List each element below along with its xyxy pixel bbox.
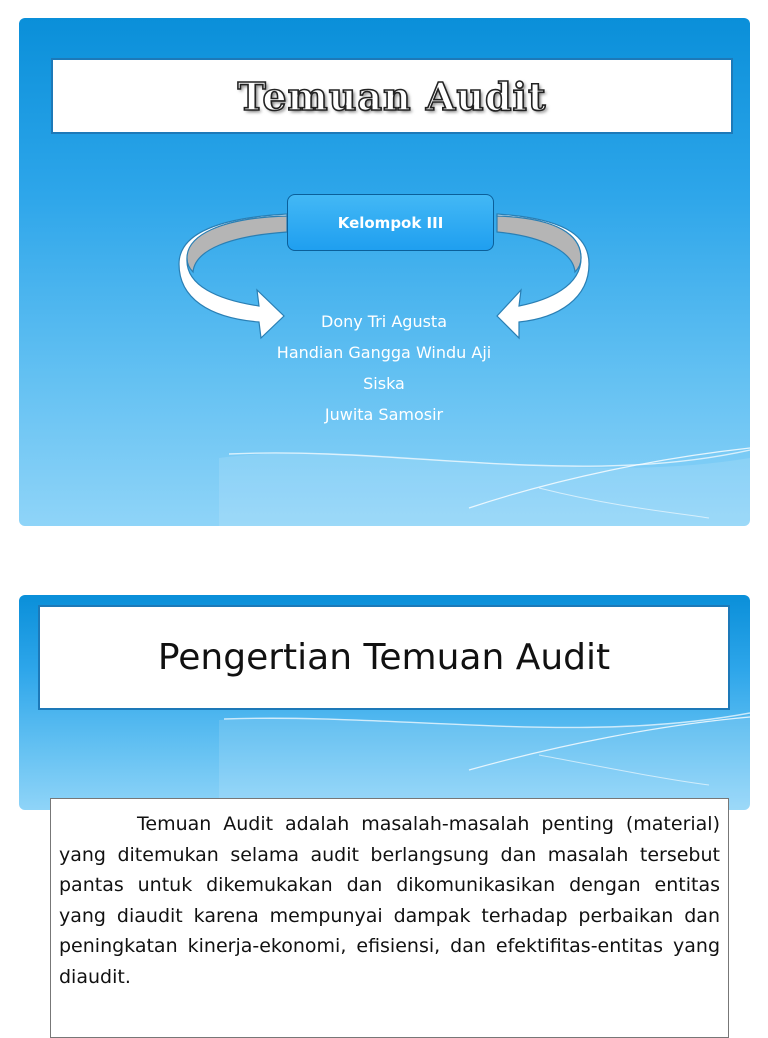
group-label-box (287, 194, 494, 251)
title-slide (19, 18, 750, 526)
member-name: Siska (363, 374, 405, 393)
definition-paragraph: Temuan Audit adalah masalah-masalah penting (material) yang ditemukan selama audit berlangsung dan masalah tersebut pantas untuk dikemukakan dan dikomunikasikan dengan entitas yang diaudit karena mempunyai dampak terhadap perbaikan dan peningkatan kinerja-ekonomi, efisiensi, dan efektifitas-entitas yang diaudit. (59, 813, 720, 988)
member-name: Dony Tri Agusta (321, 312, 447, 331)
member-name: Handian Gangga Windu Aji (276, 343, 492, 362)
member-name: Juwita Samosir (324, 405, 444, 424)
member-list (219, 306, 549, 430)
definition-text-box (50, 798, 729, 1038)
group-label: Kelompok III (337, 213, 444, 232)
slide-title: Temuan Audit (237, 73, 547, 119)
title-box (38, 605, 730, 710)
slide-title: Pengertian Temuan Audit (157, 637, 611, 678)
definition-slide (19, 595, 750, 810)
curved-arrows (19, 18, 750, 526)
